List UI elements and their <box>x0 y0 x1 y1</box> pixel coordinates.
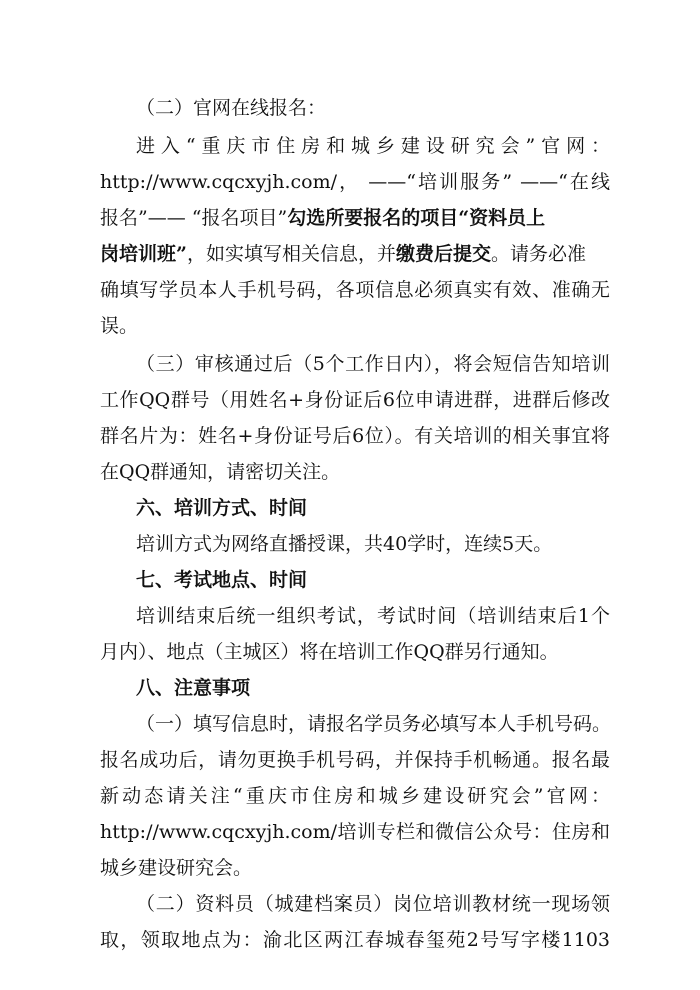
paragraph-line: 月内）、地点（主城区）将在培训工作QQ群另行通知。 <box>100 641 559 663</box>
section-heading-exam-location: 七、考试地点、时间 <box>136 569 308 591</box>
subsection-heading-online-registration: （二）官网在线报名： <box>136 97 327 119</box>
paragraph-line: 城乡建设研究会。 <box>100 857 253 879</box>
paragraph-line: （三）审核通过后（5个工作日内），将会短信告知培训 <box>136 353 610 375</box>
bold-text-segment: 勾选所要报名的项目“资料员上 <box>287 207 546 229</box>
text-segment: 。请务必准 <box>490 243 586 265</box>
paragraph-line: 培训方式为网络直播授课，共40学时，连续5天。 <box>136 533 553 555</box>
paragraph-line: http://www.cqcxyjh.com/， ——“培训服务” ——“在线 <box>100 171 610 193</box>
paragraph-line: 误。 <box>100 315 139 337</box>
bold-text-segment: 岗培训班” <box>100 243 187 265</box>
paragraph-line: 群名片为：姓名+身份证号后6位）。有关培训的相关事宜将 <box>100 425 610 447</box>
paragraph-line: 进入“重庆市住房和城乡建设研究会”官网： <box>136 135 610 157</box>
paragraph-line: 确填写学员本人手机号码，各项信息必须真实有效、准确无 <box>100 279 610 301</box>
paragraph-line: （二）资料员（城建档案员）岗位培训教材统一现场领 <box>136 893 610 915</box>
section-heading-notes: 八、注意事项 <box>136 677 251 699</box>
paragraph-line: 取，领取地点为：渝北区两江春城春玺苑2号写字楼1103 <box>100 929 610 951</box>
paragraph-line: 新动态请关注“重庆市住房和城乡建设研究会”官网： <box>100 785 610 807</box>
text-segment: 报名”—— “报名项目” <box>100 207 288 229</box>
paragraph-line: （一）填写信息时，请报名学员务必填写本人手机号码。 <box>136 713 612 735</box>
paragraph-line: 在QQ群通知，请密切关注。 <box>100 461 341 483</box>
paragraph-line: 报名成功后，请勿更换手机号码，并保持手机畅通。报名最 <box>100 749 610 771</box>
section-heading-training-method: 六、培训方式、时间 <box>136 497 308 519</box>
text-segment: ，如实填写相关信息，并 <box>186 243 396 265</box>
bold-text-segment: 缴费后提交 <box>395 243 491 265</box>
paragraph-line: 培训结束后统一组织考试，考试时间（培训结束后1个 <box>136 605 610 627</box>
paragraph-line: 工作QQ群号（用姓名+身份证后6位申请进群，进群后修改 <box>100 389 610 411</box>
paragraph-line <box>100 241 610 267</box>
paragraph-line <box>100 205 610 231</box>
paragraph-line: http://www.cqcxyjh.com/培训专栏和微信公众号：住房和 <box>100 821 610 843</box>
